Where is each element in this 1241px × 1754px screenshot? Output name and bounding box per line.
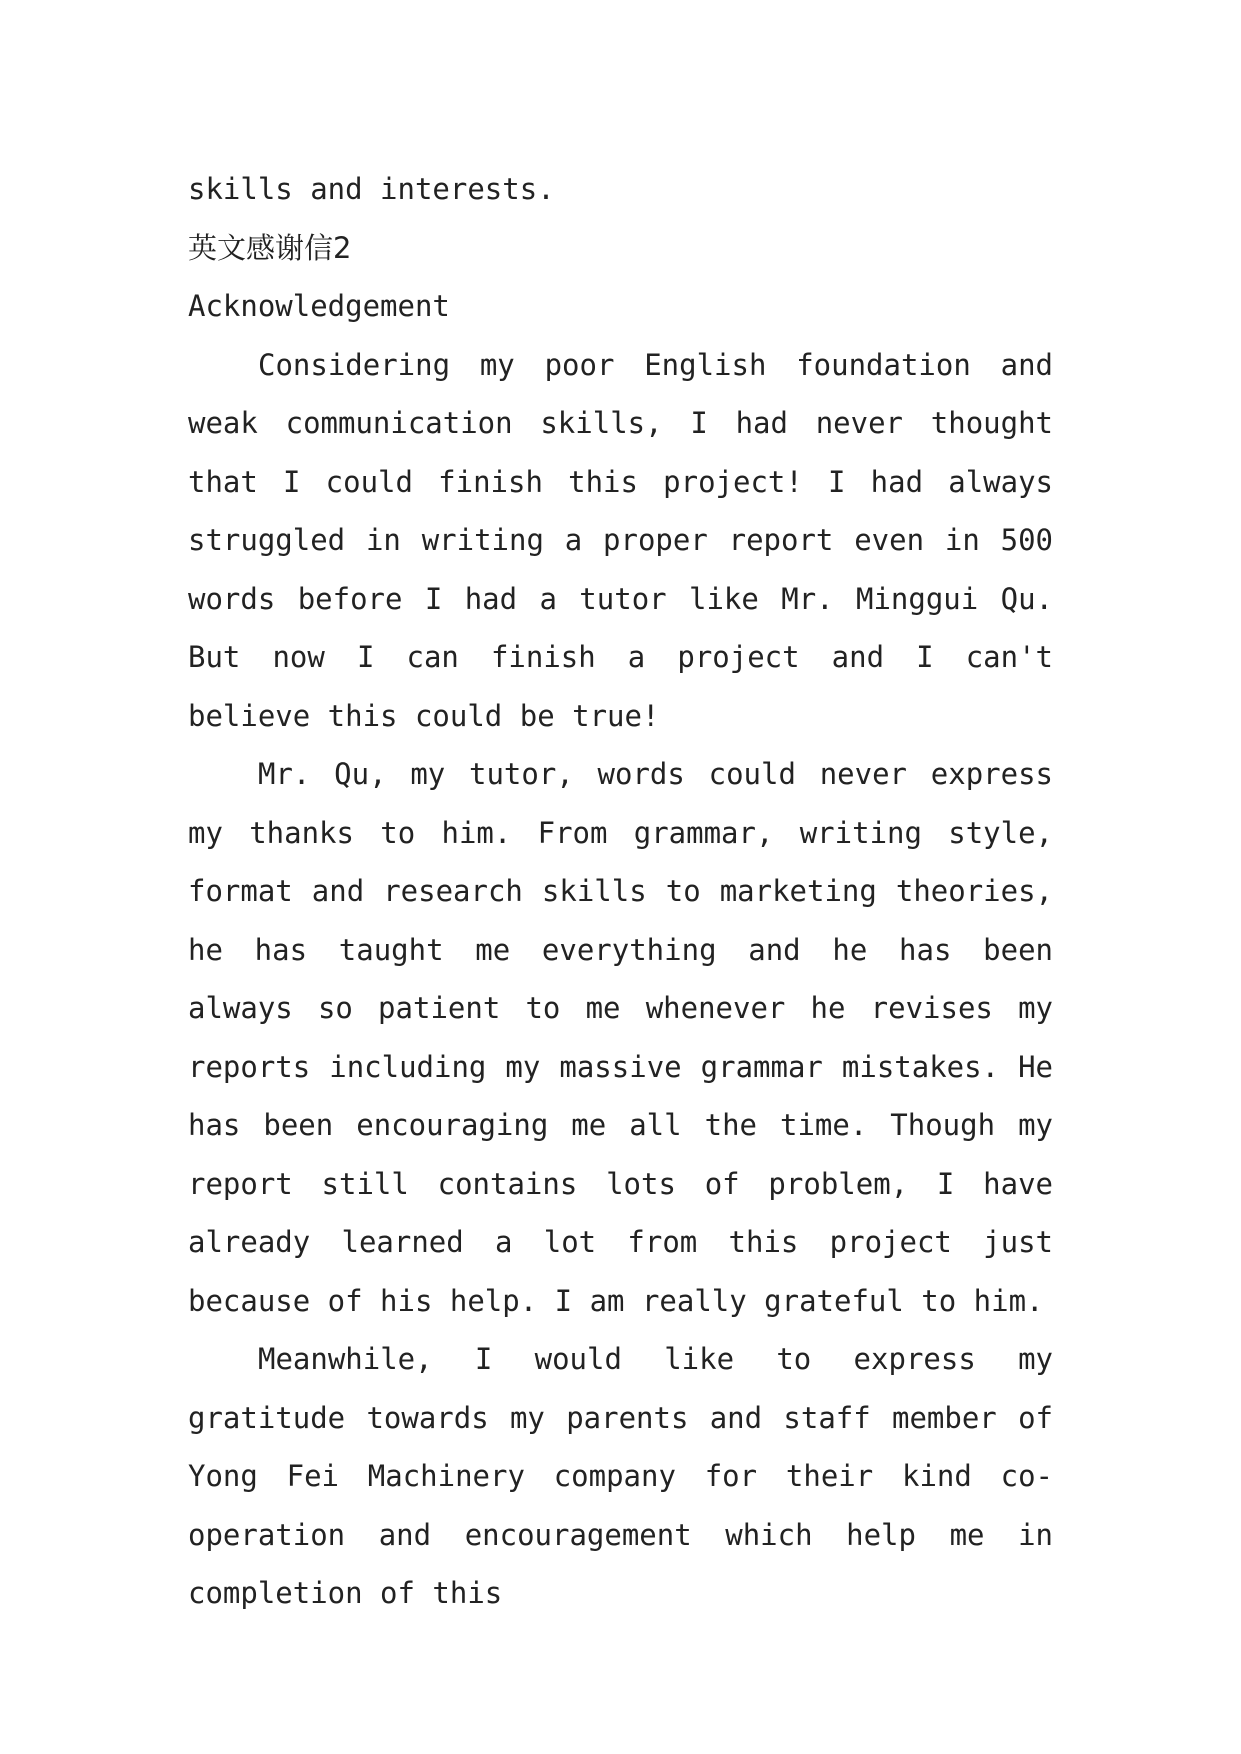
section-heading: 英文感谢信2 <box>188 230 352 265</box>
carryover-text: skills and interests. <box>188 172 555 206</box>
paragraph-2: Mr. Qu, my tutor, words could never express my thanks to him. From grammar, writing style, format and research skills to marketing theories, he has taught me everything and he has been always so patient to me whenever he revises my reports including my massive grammar mistakes. He has been encouraging me all the time. Though my report still contains lots of problem, I have already learned a lot from this project just because of his help. I am really grateful to him. <box>188 757 1053 1318</box>
document-body <box>188 160 1053 1623</box>
paragraph-3: Meanwhile, I would like to express my gratitude towards my parents and staff member of Yong Fei Machinery company for their kind co-operation and encouragement which help me in completion of this <box>188 1342 1053 1610</box>
paragraph-1: Considering my poor English foundation and weak communication skills, I had never thought that I could finish this project! I had always struggled in writing a proper report even in 500 words before I had a tutor like Mr. Minggui Qu. But now I can finish a project and I can't believe this could be true! <box>188 347 1053 733</box>
letter-title: Acknowledgement <box>188 289 450 323</box>
